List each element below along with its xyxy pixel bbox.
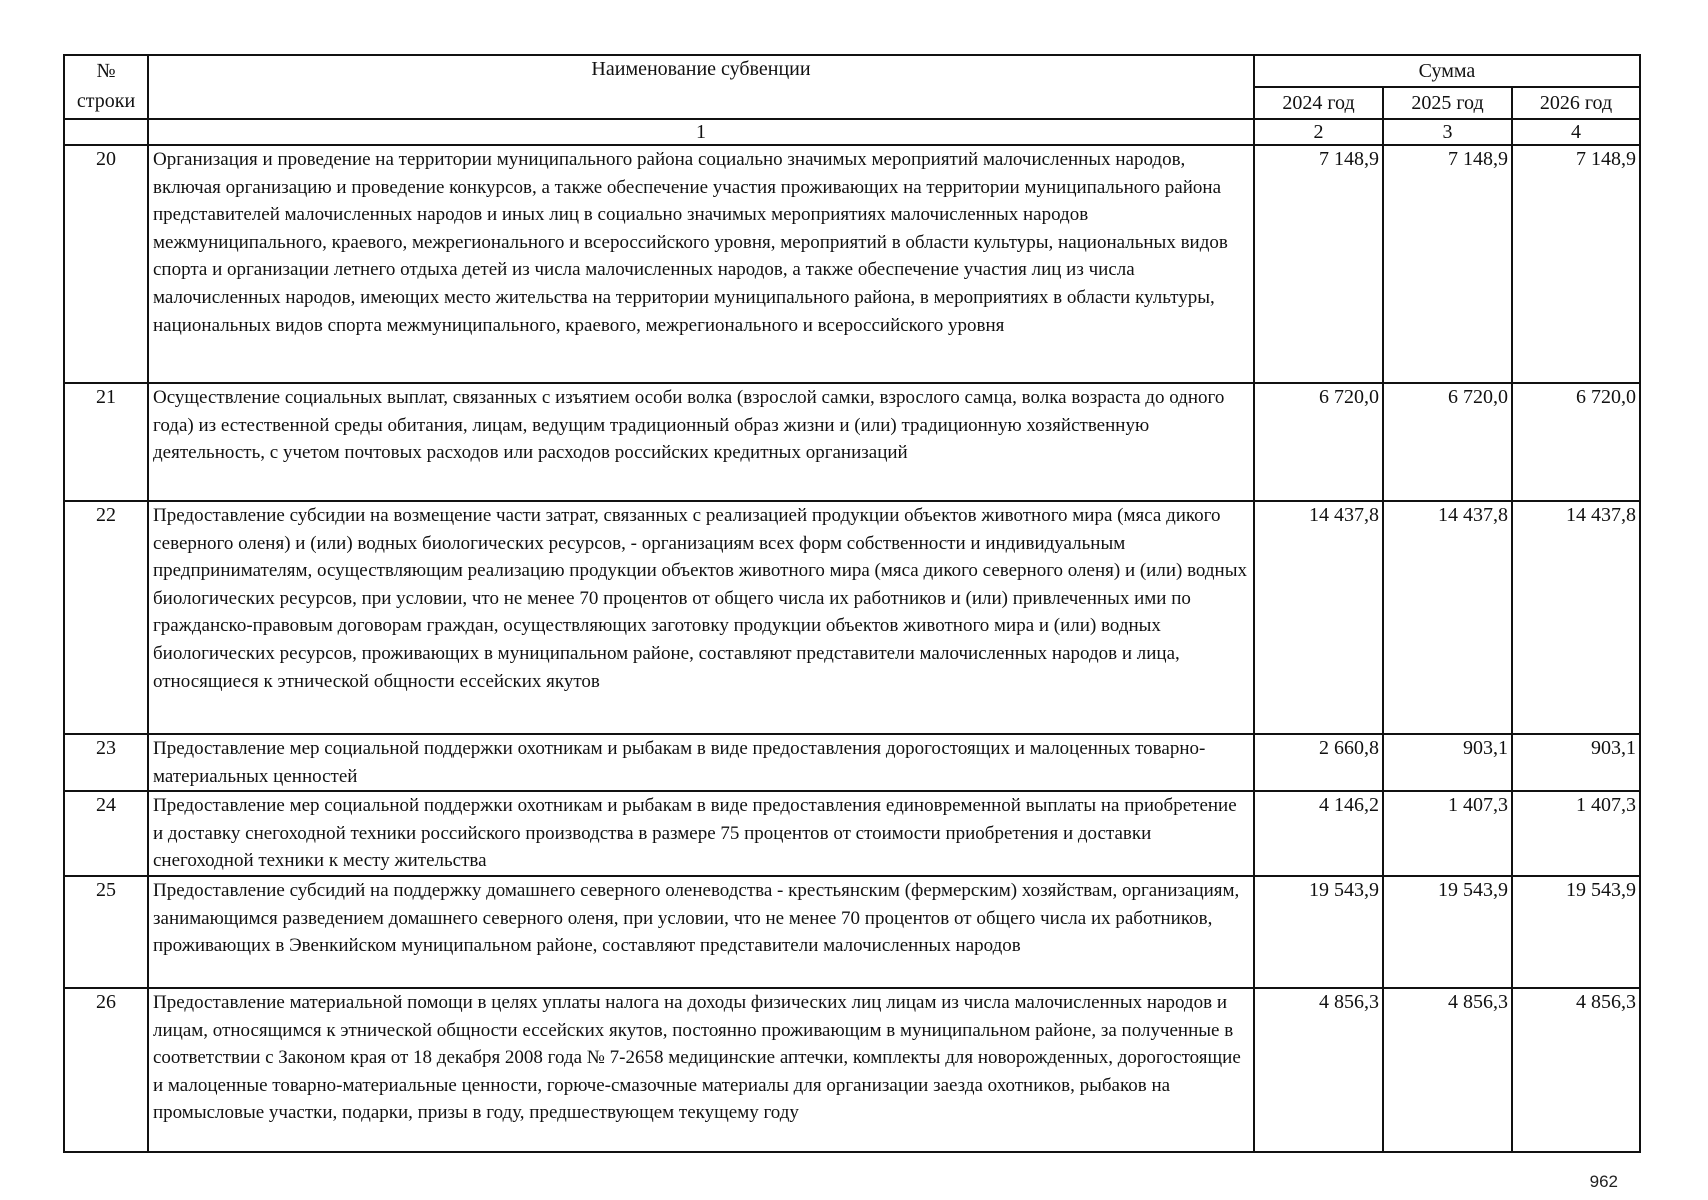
amount-2024: 2 660,8 [1254,734,1383,791]
amount-2025: 4 856,3 [1383,988,1512,1152]
amount-2024: 19 543,9 [1254,876,1383,988]
subvention-table [63,54,1641,1153]
amount-2024: 7 148,9 [1254,145,1383,383]
row-number: 24 [64,791,148,876]
amount-2026: 903,1 [1512,734,1640,791]
table-row [64,383,1640,501]
column-index-0 [64,119,148,145]
column-index-4: 4 [1512,119,1640,145]
amount-2024: 4 146,2 [1254,791,1383,876]
row-number: 23 [64,734,148,791]
amount-2025: 6 720,0 [1383,383,1512,501]
amount-2026: 4 856,3 [1512,988,1640,1152]
table-row [64,734,1640,791]
row-number: 21 [64,383,148,501]
row-number: 22 [64,501,148,734]
amount-2024: 4 856,3 [1254,988,1383,1152]
amount-2025: 1 407,3 [1383,791,1512,876]
row-number: 25 [64,876,148,988]
table-row [64,791,1640,876]
table-row [64,501,1640,734]
amount-2024: 6 720,0 [1254,383,1383,501]
subvention-name: Предоставление субсидий на поддержку домашнего северного оленеводства - крестьянским (фермерским) хозяйствам, организациям, занимающимся разведением домашнего северного оленя, при условии, что не менее 70 процентов от общего числа их работников, проживающих в Эвенкийском муниципальном районе, составляют представители малочисленных народов [148,876,1254,988]
amount-2026: 1 407,3 [1512,791,1640,876]
subvention-name-header: Наименование субвенции [148,55,1254,119]
year-2025-header: 2025 год [1383,87,1512,119]
header-row-top [64,55,1640,87]
table-row [64,988,1640,1152]
year-2026-header: 2026 год [1512,87,1640,119]
subvention-name: Осуществление социальных выплат, связанных с изъятием особи волка (взрослой самки, взрослого самца, волка возраста до одного года) из естественной среды обитания, лицам, ведущим традиционный образ жизни и (или) традиционную хозяйственную деятельность, с учетом почтовых расходов или расходов российских кредитных организаций [148,383,1254,501]
amount-2025: 14 437,8 [1383,501,1512,734]
sum-header: Сумма [1254,55,1640,87]
subvention-name: Предоставление мер социальной поддержки охотникам и рыбакам в виде предоставления дорогостоящих и малоценных товарно-материальных ценностей [148,734,1254,791]
amount-2026: 6 720,0 [1512,383,1640,501]
page-number: 962 [1589,1172,1618,1191]
column-index-row [64,119,1640,145]
subvention-name: Организация и проведение на территории муниципального района социально значимых мероприятий малочисленных народов, включая организацию и проведение конкурсов, а также обеспечение участия проживающих на территории муниципального района представителей малочисленных народов и иных лиц в социально значимых мероприятиях малочисленных народов межмуниципального, краевого, межрегионального и всероссийского уровня, мероприятий в области культуры, национальных видов спорта и организации летнего отдыха детей из числа малочисленных народов, а также обеспечение участия лиц из числа малочисленных народов, имеющих место жительства на территории муниципального района, в мероприятиях в области культуры, национальных видов спорта межмуниципального, краевого, межрегионального и всероссийского уровня [148,145,1254,383]
amount-2025: 7 148,9 [1383,145,1512,383]
year-2024-header: 2024 год [1254,87,1383,119]
subvention-name: Предоставление мер социальной поддержки охотникам и рыбакам в виде предоставления единовременной выплаты на приобретение и доставку снегоходной техники российского производства в размере 75 процентов от стоимости приобретения и доставки снегоходной техники к месту жительства [148,791,1254,876]
amount-2025: 19 543,9 [1383,876,1512,988]
amount-2024: 14 437,8 [1254,501,1383,734]
subvention-name: Предоставление субсидии на возмещение части затрат, связанных с реализацией продукции объектов животного мира (мяса дикого северного оленя) и (или) водных биологических ресурсов, - организациям всех форм собственности и индивидуальным предпринимателям, осуществляющим реализацию продукции объектов животного мира (мяса дикого северного оленя) и (или) водных биологических ресурсов, при условии, что не менее 70 процентов от общего числа их работников и (или) привлеченных ими по гражданско-правовым договорам граждан, осуществляющих заготовку продукции объектов животного мира и (или) водных биологических ресурсов, проживающих в муниципальном районе, составляют представители малочисленных народов и лица, относящиеся к этнической общности ессейских якутов [148,501,1254,734]
table-row [64,876,1640,988]
subvention-name: Предоставление материальной помощи в целях уплаты налога на доходы физических лиц лицам из числа малочисленных народов и лицам, относящимся к этнической общности ессейских якутов, постоянно проживающим в муниципальном районе, за полученные в соответствии с Законом края от 18 декабря 2008 года № 7-2658 медицинские аптечки, комплекты для новорожденных, дорогостоящие и малоценные товарно-материальные ценности, горюче-смазочные материалы для организации заезда охотников, рыбаков на промысловые участки, подарки, призы в году, предшествующем текущему году [148,988,1254,1152]
row-number: 26 [64,988,148,1152]
column-index-2: 2 [1254,119,1383,145]
column-index-3: 3 [1383,119,1512,145]
amount-2025: 903,1 [1383,734,1512,791]
column-index-1: 1 [148,119,1254,145]
amount-2026: 19 543,9 [1512,876,1640,988]
table-row [64,145,1640,383]
row-number: 20 [64,145,148,383]
amount-2026: 7 148,9 [1512,145,1640,383]
amount-2026: 14 437,8 [1512,501,1640,734]
row-number-header: № строки [64,55,148,119]
